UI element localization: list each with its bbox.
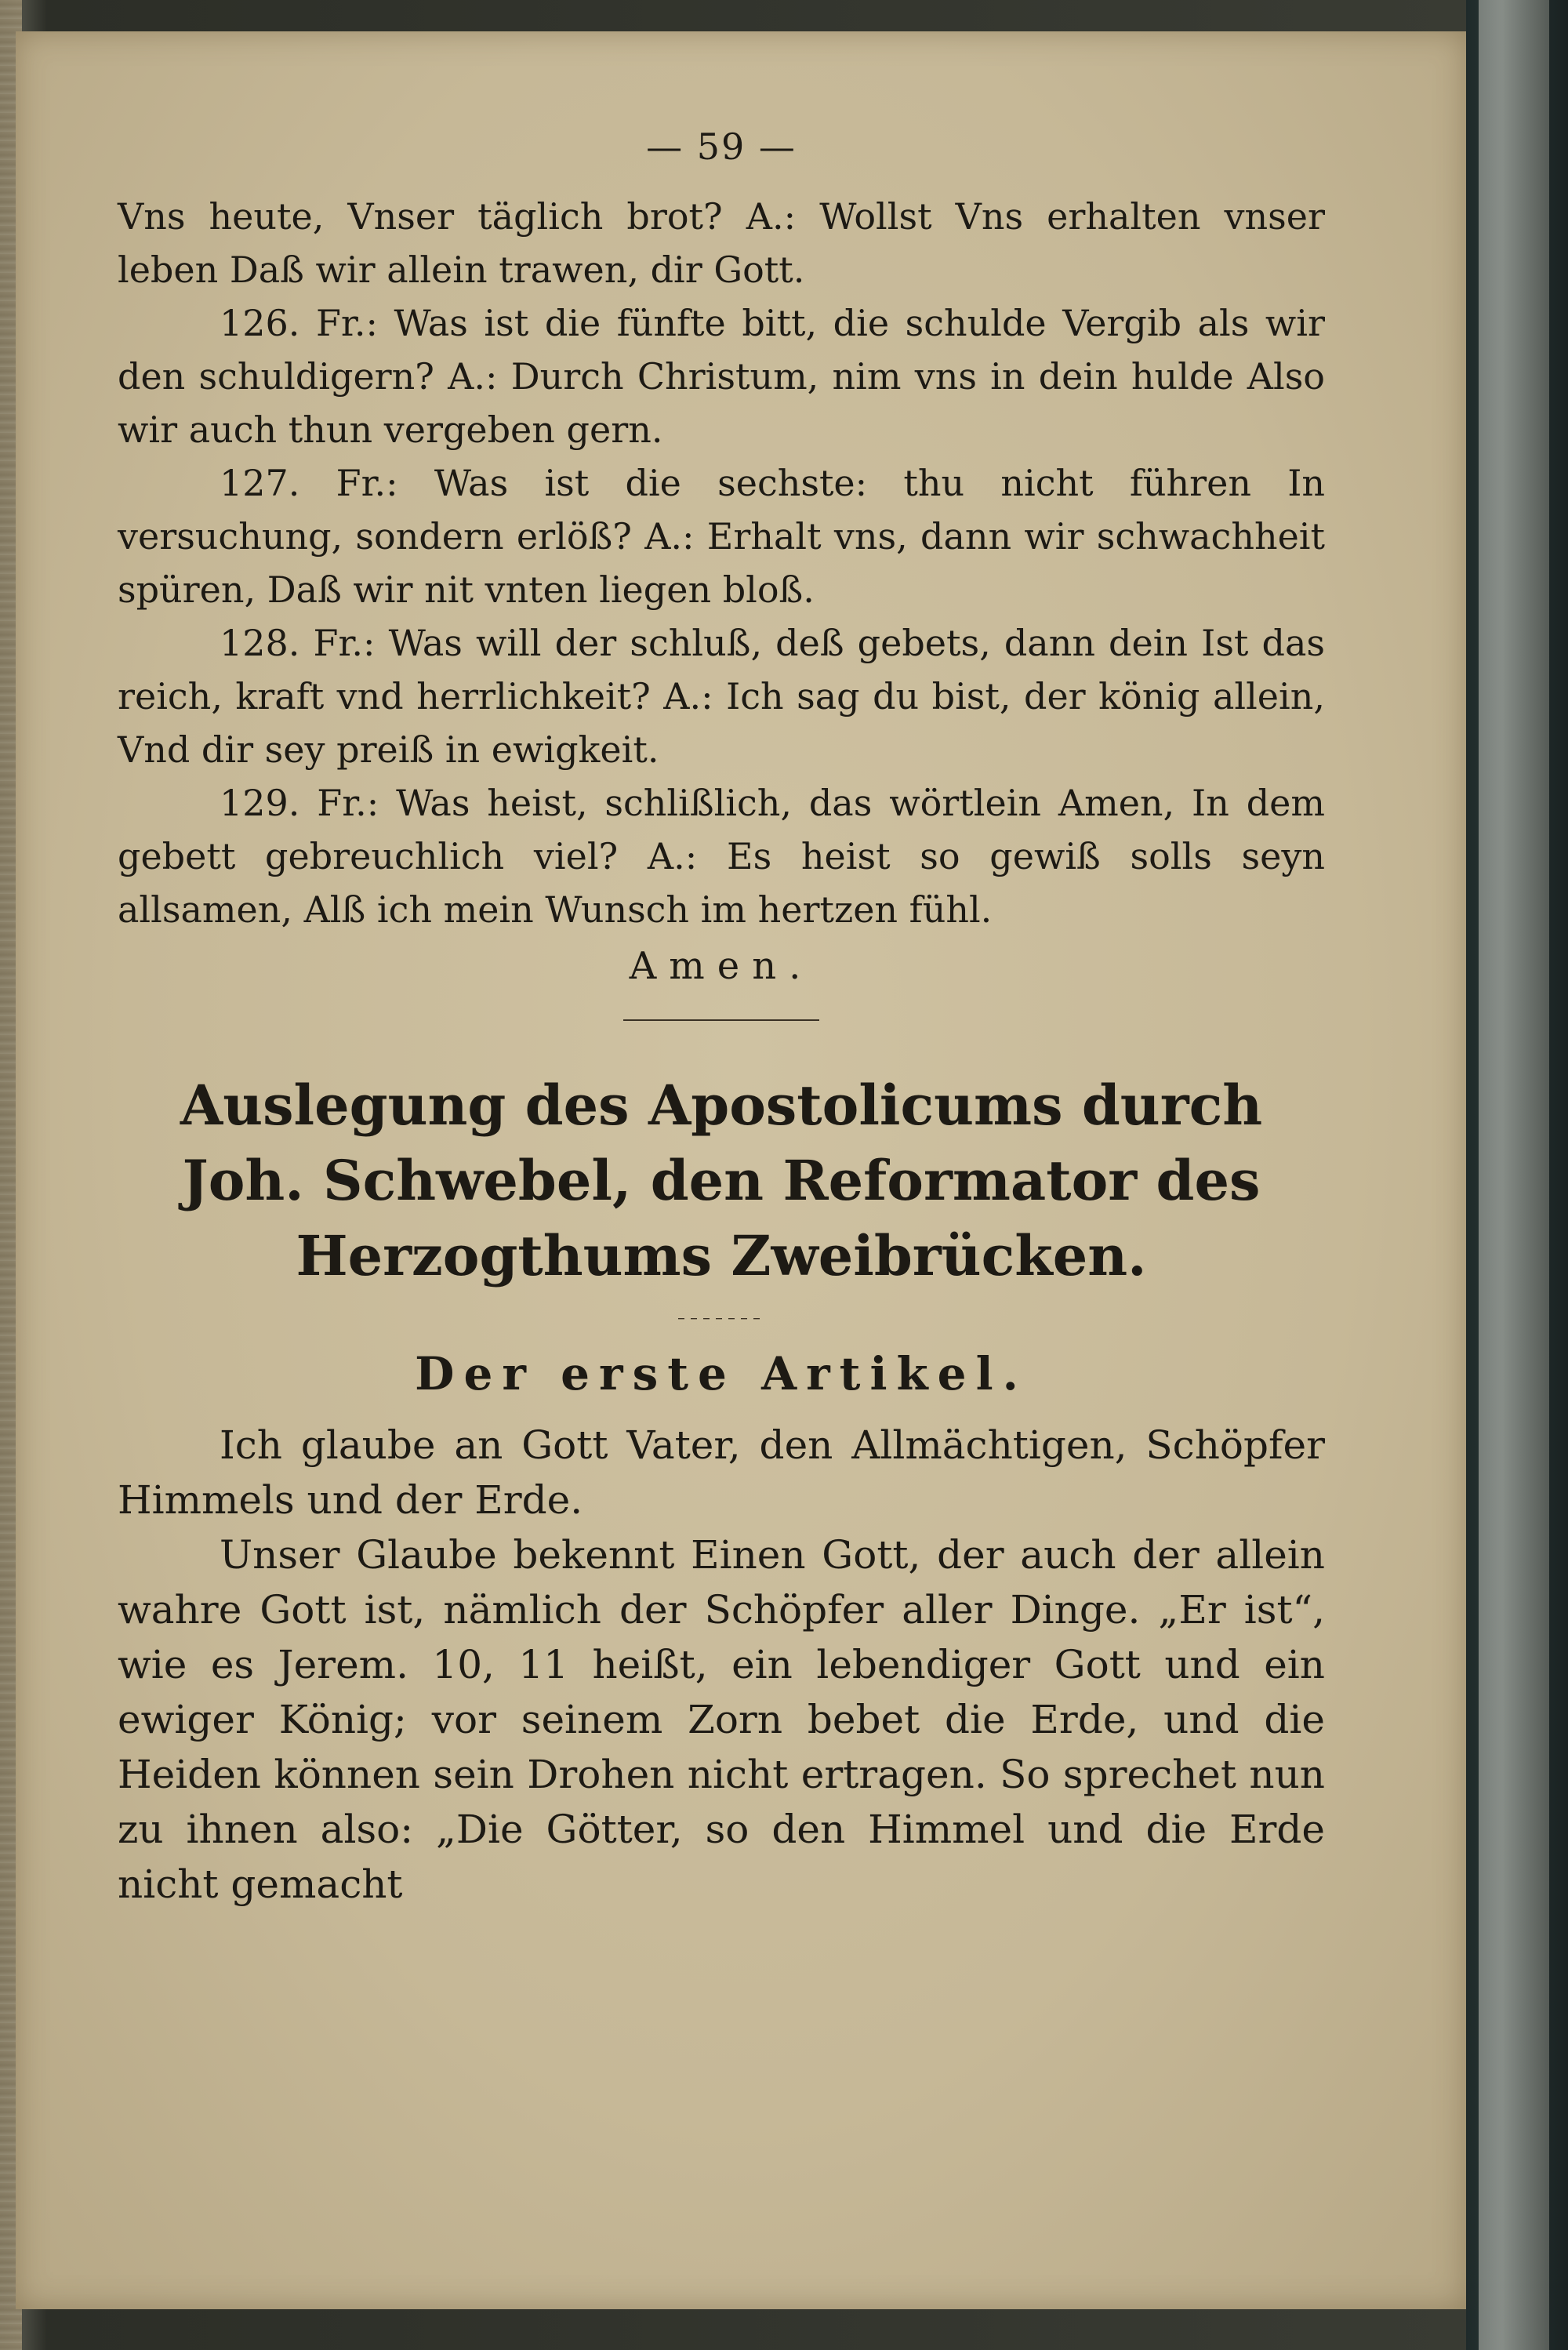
page-text [118, 125, 1325, 1912]
decorative-wave-divider [678, 1313, 764, 1324]
section-title: Auslegung des Apostolicums durch Joh. Schwebel, den Reformator des Herzogthums Zweibrücken. [180, 1073, 1263, 1288]
question-128: 128. Fr.: Was will der schluß, deß gebets, dann dein Ist das reich, kraft vnd herrlichkeit? A.: Ich sag du bist, der könig allein, Vnd dir sey preiß in ewigkeit. [118, 622, 1325, 771]
page-number: — 59 — [646, 125, 797, 168]
creed-statement: Ich glaube an Gott Vater, den Allmächtigen, Schöpfer Himmels und der Erde. [118, 1422, 1325, 1523]
page-block-edge [1479, 0, 1549, 2350]
article-title: Der erste Artikel. [415, 1347, 1028, 1400]
question-127: 127. Fr.: Was ist die sechste: thu nicht führen In versuchung, sondern erlöß? A.: Erhalt vns, dann wir schwachheit spüren, Daß wir nit vnten liegen bloß. [118, 462, 1325, 611]
section-divider [623, 1019, 819, 1021]
paragraph-continuation: Vns heute, Vnser täglich brot? A.: Wollst Vns erhalten vnser leben Daß wir allein trawen, dir Gott. [118, 195, 1325, 291]
amen-closing: Amen. [629, 944, 814, 988]
book-page [16, 31, 1466, 2309]
question-126: 126. Fr.: Was ist die fünfte bitt, die schulde Vergib als wir den schuldigern? A.: Durch Christum, nim vns in dein hulde Also wir auch thun vergeben gern. [118, 302, 1325, 451]
question-129: 129. Fr.: Was heist, schlißlich, das wörtlein Amen, In dem gebett gebreuchlich viel? A.: Es heist so gewiß solls seyn allsamen, Alß ich mein Wunsch im hertzen fühl. [118, 782, 1325, 931]
commentary-paragraph: Unser Glaube bekennt Einen Gott, der auch der allein wahre Gott ist, nämlich der Schöpfer aller Dinge. „Er ist“, wie es Jerem. 10, 11 heißt, ein lebendiger Gott und ein ewiger König; vor seinem Zorn bebet die Erde, und die Heiden können sein Drohen nicht ertragen. So sprechet nun zu ihnen also: „Die Götter, so den Himmel und die Erde nicht gemacht [118, 1532, 1325, 1907]
